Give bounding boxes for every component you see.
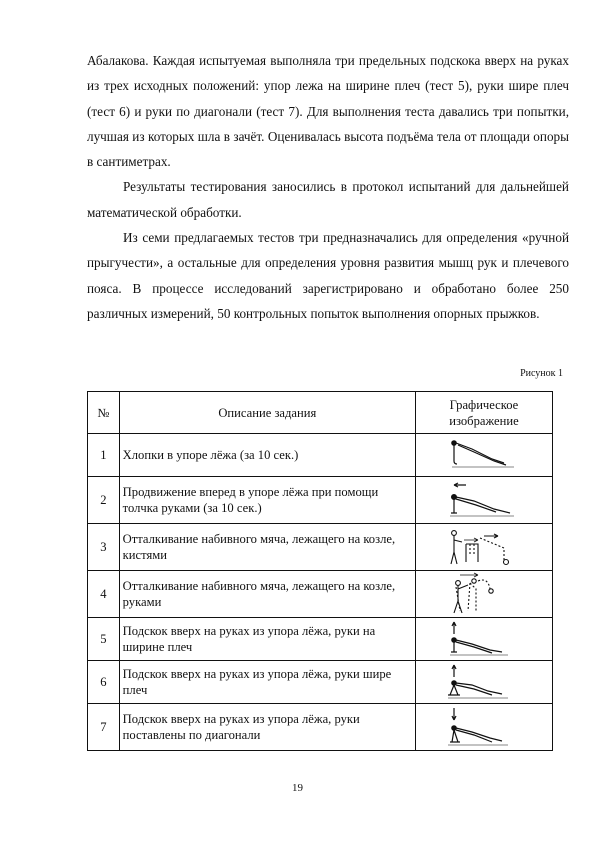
push-up-advance-figure-icon — [444, 479, 524, 521]
row-image — [415, 661, 552, 704]
row-desc: Подскок вверх на руках из упора лёжа, руки шире плеч — [119, 661, 415, 704]
table-row — [88, 661, 553, 704]
row-image — [415, 434, 552, 477]
row-desc: Подскок вверх на руках из упора лёжа, руки на ширине плеч — [119, 618, 415, 661]
hop-shoulder-width-figure-icon — [444, 620, 524, 658]
paragraph-3: Из семи предлагаемых тестов три предназначались для определения «ручной прыгучести», а остальные для определения уровня развития мышц рук и плечевого пояса. В процессе исследований зарегистрировано и обработано более 250 различных измерений, 50 контрольных попыток выполнения опорных прыжков. — [87, 230, 569, 321]
table-header-row — [88, 392, 553, 434]
row-num: 3 — [88, 524, 120, 571]
header-num: № — [88, 392, 120, 434]
table-row — [88, 704, 553, 751]
figure-caption: Рисунок 1 — [520, 368, 563, 379]
row-desc: Продвижение вперед в упоре лёжа при помощи толчка руками (за 10 сек.) — [119, 477, 415, 524]
paragraph-1: Абалакова. Каждая испытуемая выполняла три предельных подскока вверх на руках из трех исходных положений: упор лежа на ширине плеч (тест 5), руки шире плеч (тест 6) и руки по диагонали (тест 7). Для выполнения теста давались три попытки, лучшая из которых шла в зачёт. Оценивалась высота подъёма тела от площади опоры в сантиметрах. — [87, 53, 569, 170]
row-num: 5 — [88, 618, 120, 661]
hop-wide-arms-figure-icon — [444, 663, 524, 701]
medicine-ball-hands-figure-icon — [444, 526, 524, 568]
row-image — [415, 524, 552, 571]
page-number: 19 — [292, 782, 303, 794]
row-desc: Подскок вверх на руках из упора лёжа, руки поставлены по диагонали — [119, 704, 415, 751]
row-num: 7 — [88, 704, 120, 751]
body-text — [87, 48, 569, 326]
header-image: Графическое изображение — [415, 392, 552, 434]
paragraph-2: Результаты тестирования заносились в протокол испытаний для дальнейшей математической обработки. — [87, 179, 569, 220]
row-num: 4 — [88, 571, 120, 618]
tests-table — [87, 391, 553, 751]
push-up-clap-figure-icon — [444, 437, 524, 473]
row-image — [415, 618, 552, 661]
row-image — [415, 571, 552, 618]
row-desc: Отталкивание набивного мяча, лежащего на козле, руками — [119, 571, 415, 618]
medicine-ball-arms-figure-icon — [444, 571, 524, 617]
row-num: 2 — [88, 477, 120, 524]
table-row — [88, 524, 553, 571]
row-image — [415, 704, 552, 751]
row-num: 6 — [88, 661, 120, 704]
row-desc: Хлопки в упоре лёжа (за 10 сек.) — [119, 434, 415, 477]
row-image — [415, 477, 552, 524]
header-desc: Описание задания — [119, 392, 415, 434]
row-num: 1 — [88, 434, 120, 477]
hop-diagonal-figure-icon — [444, 706, 524, 748]
table-row — [88, 477, 553, 524]
table-row — [88, 434, 553, 477]
table-row — [88, 571, 553, 618]
row-desc: Отталкивание набивного мяча, лежащего на козле, кистями — [119, 524, 415, 571]
table-row — [88, 618, 553, 661]
